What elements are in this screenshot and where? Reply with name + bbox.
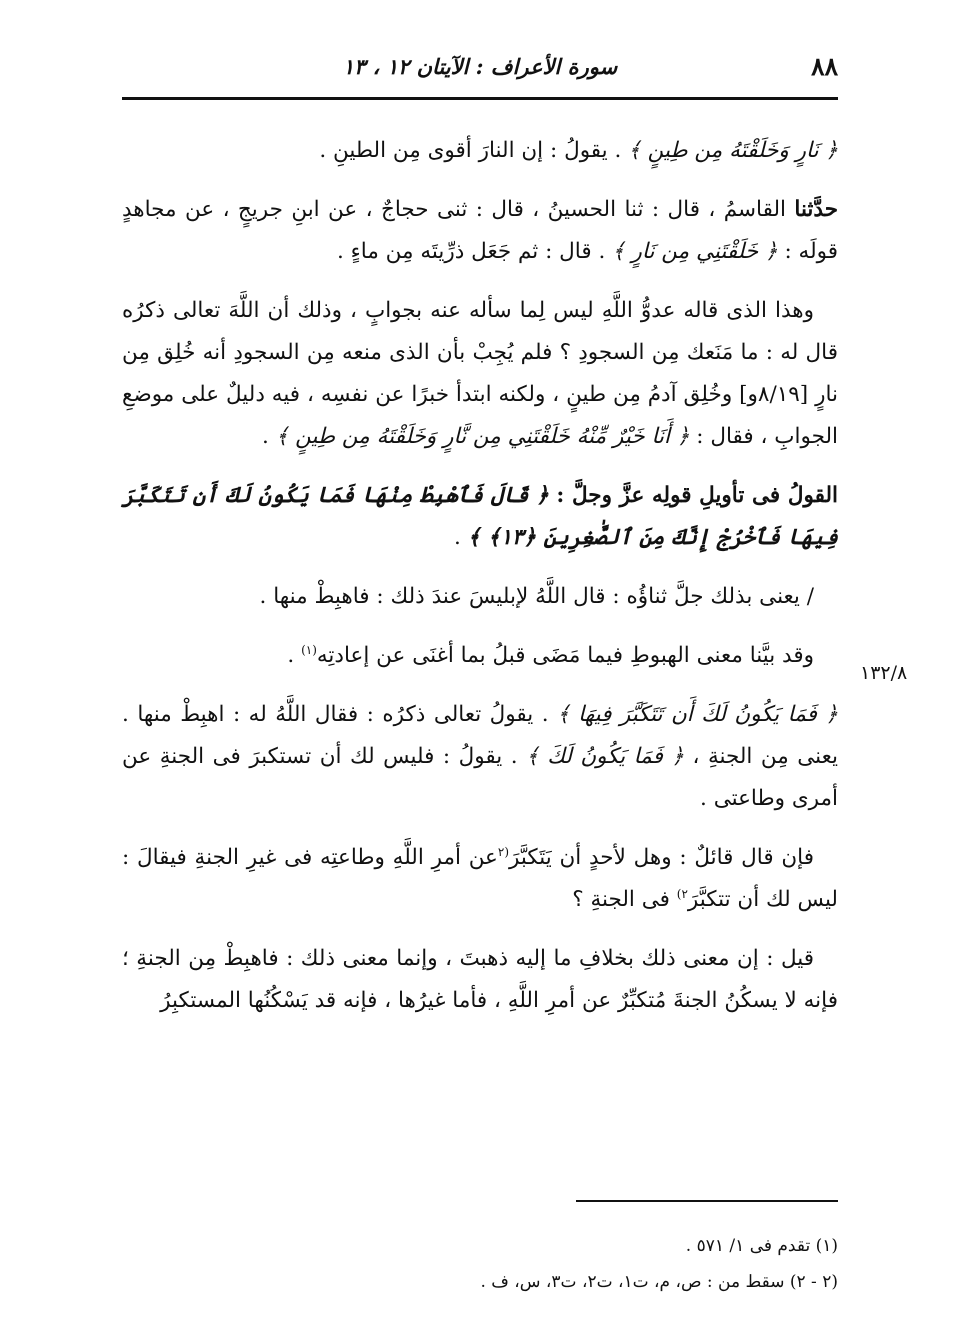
text-run: . xyxy=(453,525,468,550)
text-run: . يقولُ تعالى ذكرُه : فقال اللَّهُ له : اهبِطْ منها . يعنى مِن الجنةِ ، xyxy=(122,702,839,769)
footnote-marker: (٢ xyxy=(497,844,510,859)
text-run: عن أمرِ اللَّهِ وطاعتِه فى غيرِ الجنةِ فيقالَ : ليس لك أن تتكبَّرَ xyxy=(122,845,838,912)
footnote-marker: (١) xyxy=(301,642,317,657)
paragraph xyxy=(122,837,838,921)
lead-phrase: القولُ فى تأويلِ قولِه عزَّ وجلَّ : xyxy=(548,483,839,508)
paragraph xyxy=(122,576,838,618)
footnotes xyxy=(122,1228,838,1300)
margin-volume-page-reference: ١٣٢/٨ xyxy=(860,662,908,684)
running-title: سورة الأعراف : الآيتان ١٢ ، ١٣ xyxy=(342,54,618,79)
footnote-rule xyxy=(576,1200,838,1202)
text-run: . xyxy=(287,643,302,668)
paragraph xyxy=(122,189,838,273)
text-run: . قال : ثم جَعَل ذرِّيتَه مِن ماءٍ . xyxy=(336,239,613,264)
quran-quote: ﴿ نَارٍ وَخَلَقْتَهُ مِن طِينٍ ﴾ xyxy=(628,138,838,163)
page-header xyxy=(122,52,838,92)
paragraph xyxy=(122,290,838,458)
header-rule xyxy=(122,97,838,100)
body-text xyxy=(122,130,838,1039)
footnote: (٢ - ٢) سقط من : ص، م، ت١، ت٢، ت٣، س، ف . xyxy=(480,1272,838,1292)
quran-quote: ﴿ خَلَقْتَنِي مِن نَارٍ ﴾ xyxy=(612,239,778,264)
text-run: وقد بيَّنا معنى الهبوطِ فيما مَضَى قبلُ بما أغنَى عن إعادتِه xyxy=(316,643,814,668)
text-run: . يقولُ : فليس لك أن تستكبرَ فى الجنةِ عن أمرى وطاعتى . xyxy=(122,744,838,811)
paragraph xyxy=(122,130,838,172)
paragraph xyxy=(122,635,838,677)
footnote: (١) تقدم فى ١/ ٥٧١ . xyxy=(685,1236,838,1256)
text-run: فإن قال قائلٌ : وهل لأحدٍ أن يَتَكبَّرَ xyxy=(509,845,814,870)
text-run: / يعنى بذلك جلَّ ثناؤُه : قال اللَّهُ لإبليسَ عندَ ذلك : فاهبِطْ منها . xyxy=(259,584,814,609)
text-run: . يقولُ : إن النارَ أقوى مِن الطينِ . xyxy=(319,138,629,163)
quran-quote: ﴿ أَنَا خَيْرٌ مِّنْهُ خَلَقْتَنِي مِن نَّارٍ وَخَلَقْتَهُ مِن طِينٍ ﴾ xyxy=(275,424,690,449)
text-run: وهذا الذى قاله عدوُّ اللَّهِ ليس لِما سأله عنه بجوابٍ ، وذلك أن اللَّهَ تعالى ذكرُه قال له : ما مَنَعك مِن السجودِ ؟ فلم يُجِبْ بأن الذى منعه مِن السجودِ أنه خُلِق مِن نارٍ [٨/١٩و] وخُلِق آدمُ مِن طينٍ ، ولكنه ابتدأ خبرًا عن نفسِه ، فيه دليلٌ على موضعِ الجوابِ ، فقال : xyxy=(122,298,839,449)
footnote-marker: ٢) xyxy=(676,886,688,901)
text-run: فى الجنةِ ؟ xyxy=(572,887,677,912)
paragraph xyxy=(122,475,838,559)
page-number: ٨٨ xyxy=(811,52,838,81)
quran-quote: ﴿ قَالَ فَٱهْبِطْ مِنْهَا فَمَا يَكُونُ لَكَ أَن تَتَكَبَّرَ فِيهَا فَٱخْرُجْ إِنَّكَ مِنَ ٱلصَّٰغِرِينَ ﴿١٣﴾ ﴾ xyxy=(122,483,838,550)
paragraph xyxy=(122,938,838,1022)
text-run: القاسمُ ، قال : ثنا الحسينُ ، قال : ثنى حجاجٌ ، عن ابنِ جريجٍ ، عن مجاهدٍ قولَه : xyxy=(122,197,838,264)
text-run: . xyxy=(262,424,276,449)
paragraph xyxy=(122,694,838,820)
quran-quote: ﴿ فَمَا يَكُونُ لَكَ ﴾ xyxy=(526,744,684,769)
text-run: قيل : إن معنى ذلك بخلافِ ما إليه ذهبتَ ، وإنما معنى ذلك : فاهبِطْ مِن الجنةِ ؛ فإنه لا يسكُنُ الجنةَ مُتكبِّرٌ عن أمرِ اللَّهِ ، فأما غيرُها ، فإنه قد يَسْكُنُها المستكبِرُ xyxy=(122,946,838,1013)
quran-quote: ﴿ فَمَا يَكُونُ لَكَ أَن تَتَكَبَّرَ فِيهَا ﴾ xyxy=(557,702,838,727)
lead-phrase: حدَّثنا xyxy=(794,197,838,222)
